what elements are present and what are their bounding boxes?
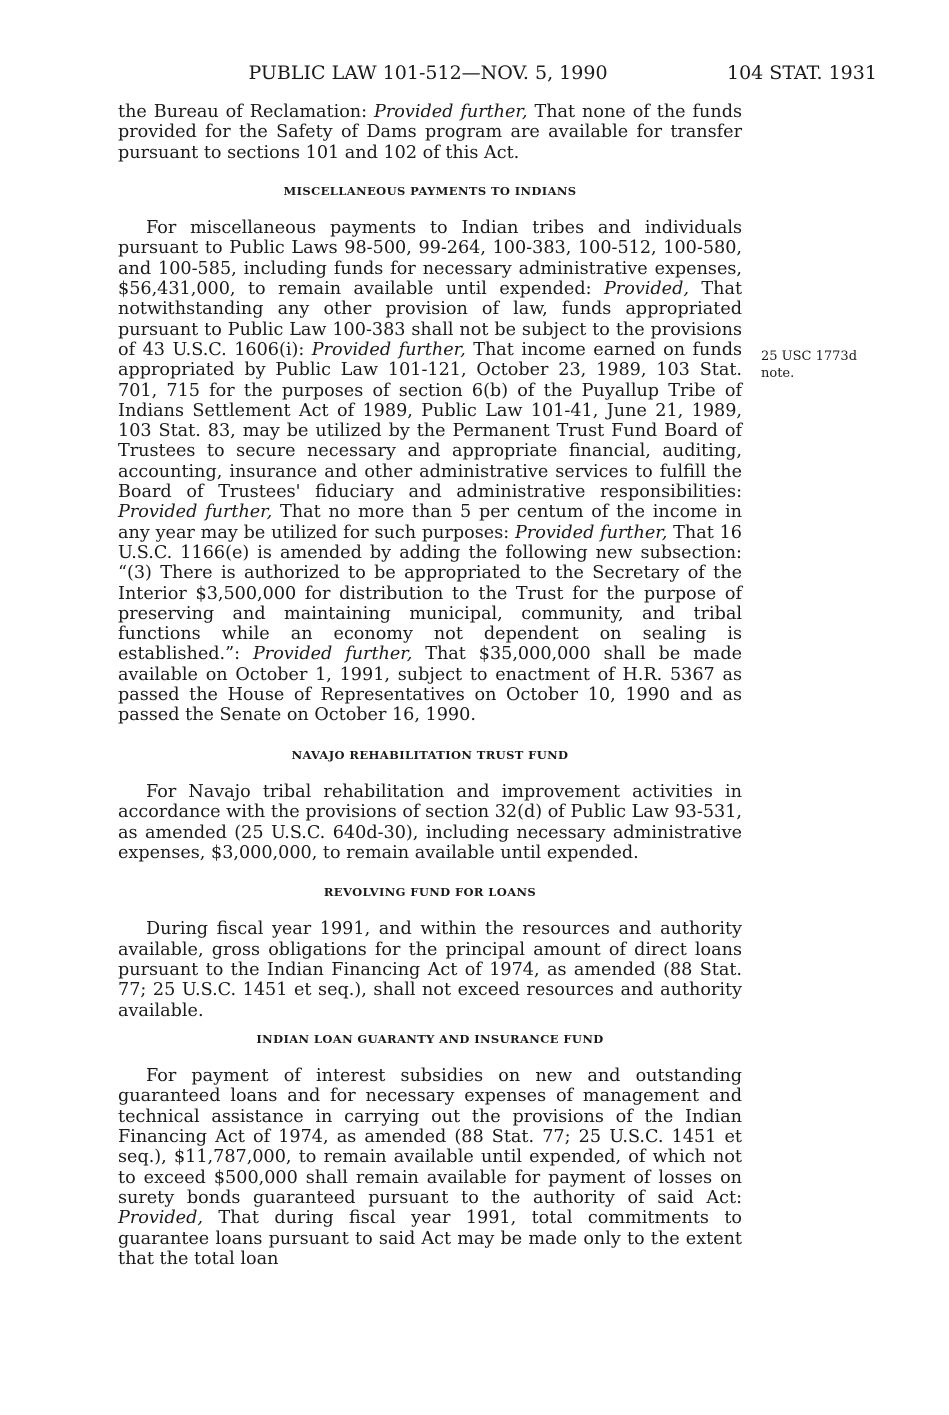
margin-note-label: note. xyxy=(761,366,795,381)
misc-payments-paragraph: For miscellaneous payments to Indian tribes and individuals pursuant to Public Laws 98-500, 99-264, 100-383, 100-512, 100-580, and 100-585, including funds for necessary administrative expenses, $56,431,000, to remain available until expended: Provided, That notwithstanding any other provision of law, funds appropriated pursuant to Public Law 100-383 shall not be subject to the provisions of 43 U.S.C. 1606(i): Provided further, That income earned on funds appropriated by Public Law 101-121, October 23, 1989, 103 Stat. 701, 715 for the purposes of section 6(b) of the Puyallup Tribe of Indians Settlement Act of 1989, Public Law 101-41, June 21, 1989, 103 Stat. 83, may be utilized by the Permanent Trust Fund Board of Trustees to secure necessary and appropriate financial, auditing, accounting, insurance and other administrative services to fulfill the Board of Trustees' fiduciary and administrative responsibilities: Provided further, That no more than 5 per centum of the income in any year may be utilized for such purposes: Provided further, That 16 U.S.C. 1166(e) is amended by adding the following new subsection: “(3) There is authorized to be appropriated to the Secretary of the Interior $3,500,000 for distribution to the Trust for the purpose of preserving and maintaining municipal, community, and tribal functions while an economy not dependent on sealing is established.”: Provided further, That $35,000,000 shall be made available on October 1, 1991, subject to enactment of H.R. 5367 as passed the House of Representatives on October 10, 1990 and as passed the Senate on October 16, 1990. xyxy=(118,218,743,726)
navajo-paragraph: For Navajo tribal rehabilitation and improvement activities in accordance with the provisions of section 32(d) of Public Law 93-531, as amended (25 U.S.C. 640d-30), including necessary administrative expenses, $3,000,000, to remain available until expended. xyxy=(118,781,742,863)
stat-page-reference: 104 STAT. 1931 xyxy=(727,62,877,84)
main-text-column xyxy=(118,102,742,1269)
section-heading-revolving-fund: REVOLVING FUND FOR LOANS xyxy=(323,885,537,900)
margin-note-citation: 25 USC 1773d xyxy=(761,349,858,364)
page-header xyxy=(0,62,949,88)
section-heading-loan-guaranty: INDIAN LOAN GUARANTY AND INSURANCE FUND xyxy=(256,1031,604,1046)
revolving-fund-paragraph: During fiscal year 1991, and within the resources and authority available, gross obligations for the principal amount of direct loans pursuant to the Indian Financing Act of 1974, as amended (88 Stat. 77; 25 U.S.C. 1451 et seq.), shall not exceed resources and authority available. xyxy=(118,919,742,1021)
section-heading-navajo: NAVAJO REHABILITATION TRUST FUND xyxy=(291,747,569,762)
continuation-paragraph: the Bureau of Reclamation: Provided further, That none of the funds provided for the Safety of Dams program are available for transfer pursuant to sections 101 and 102 of this Act. xyxy=(118,102,743,163)
margin-note xyxy=(761,348,901,382)
running-title: PUBLIC LAW 101-512—NOV. 5, 1990 xyxy=(248,62,608,84)
loan-guaranty-paragraph: For payment of interest subsidies on new and outstanding guaranteed loans and for necessary expenses of management and technical assistance in carrying out the provisions of the Indian Financing Act of 1974, as amended (88 Stat. 77; 25 U.S.C. 1451 et seq.), $11,787,000, to remain available until expended, of which not to exceed $500,000 shall remain available for payment of losses on surety bonds guaranteed pursuant to the authority of said Act: Provided, That during fiscal year 1991, total commitments to guarantee loans pursuant to said Act may be made only to the extent that the total loan xyxy=(118,1066,742,1269)
section-heading-misc-payments: MISCELLANEOUS PAYMENTS TO INDIANS xyxy=(283,183,577,198)
